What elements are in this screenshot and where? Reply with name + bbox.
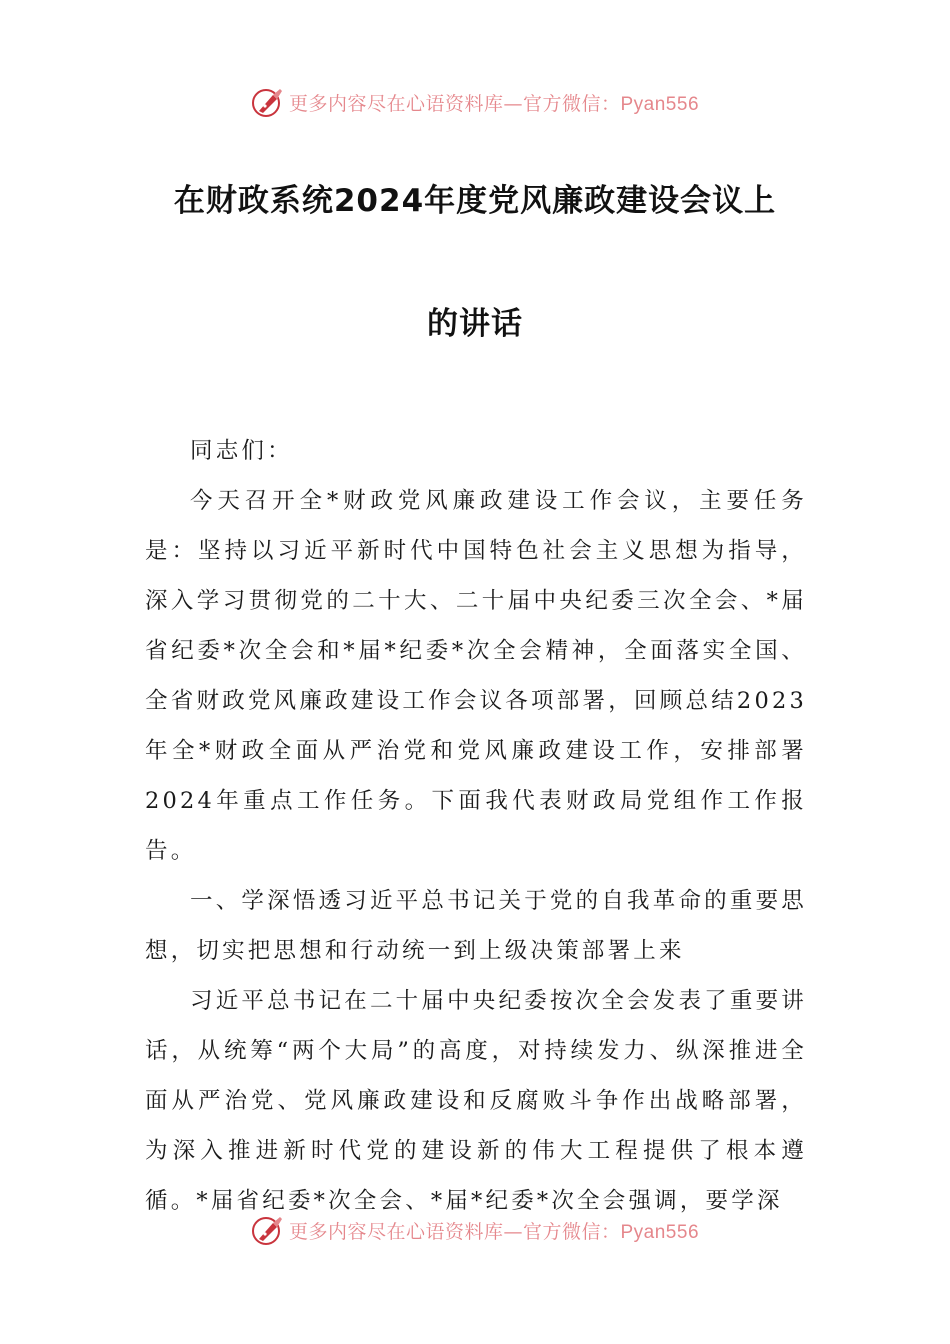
paragraph: 习近平总书记在二十届中央纪委按次全会发表了重要讲话，从统筹“两个大局”的高度，对持续发力、纵深推进全面从严治党、党风廉政建设和反腐败斗争作出战略部署，为深入推进新时代党的建设新的伟大工程提供了根本遵循。*届省纪委*次全会、*届*纪委*次全会强调，要学深 [145,988,807,1214]
banner-brand: 更多内容尽在心语资料库 [288,92,504,115]
title-line-1: 在财政系统2024年度党风廉政建设会议上 [173,183,777,219]
header-banner-text [289,89,699,116]
document-body [145,426,807,1226]
title-line-2: 的讲话 [427,306,523,342]
footer-banner-text [289,1217,699,1244]
banner-separator: — [503,92,523,115]
banner-id: Pyan556 [620,1221,700,1243]
footer-banner [0,1210,950,1250]
banner-label: 官方微信： [522,1220,621,1243]
header-banner [0,82,950,122]
banner-label: 官方微信： [522,92,621,115]
pen-nib-logo-icon [251,1213,285,1247]
pen-nib-logo-icon [251,85,285,119]
banner-separator: — [503,1220,523,1243]
paragraph: 今天召开全*财政党风廉政建设工作会议，主要任务是：坚持以习近平新时代中国特色社会主义思想为指导，深入学习贯彻党的二十大、二十届中央纪委三次全会、*届省纪委*次全会和*届*纪委*次全会精神，全面落实全国、全省财政党风廉政建设工作会议各项部署，回顾总结2023年全*财政全面从严治党和党风廉政建设工作，安排部署2024年重点工作任务。下面我代表财政局党组作工作报告。 [145,488,807,864]
banner-id: Pyan556 [620,93,700,115]
banner-brand: 更多内容尽在心语资料库 [288,1220,504,1243]
section-heading: 一、学深悟透习近平总书记关于党的自我革命的重要思想，切实把思想和行动统一到上级决策部署上来 [145,888,807,964]
salutation: 同志们： [190,438,293,464]
